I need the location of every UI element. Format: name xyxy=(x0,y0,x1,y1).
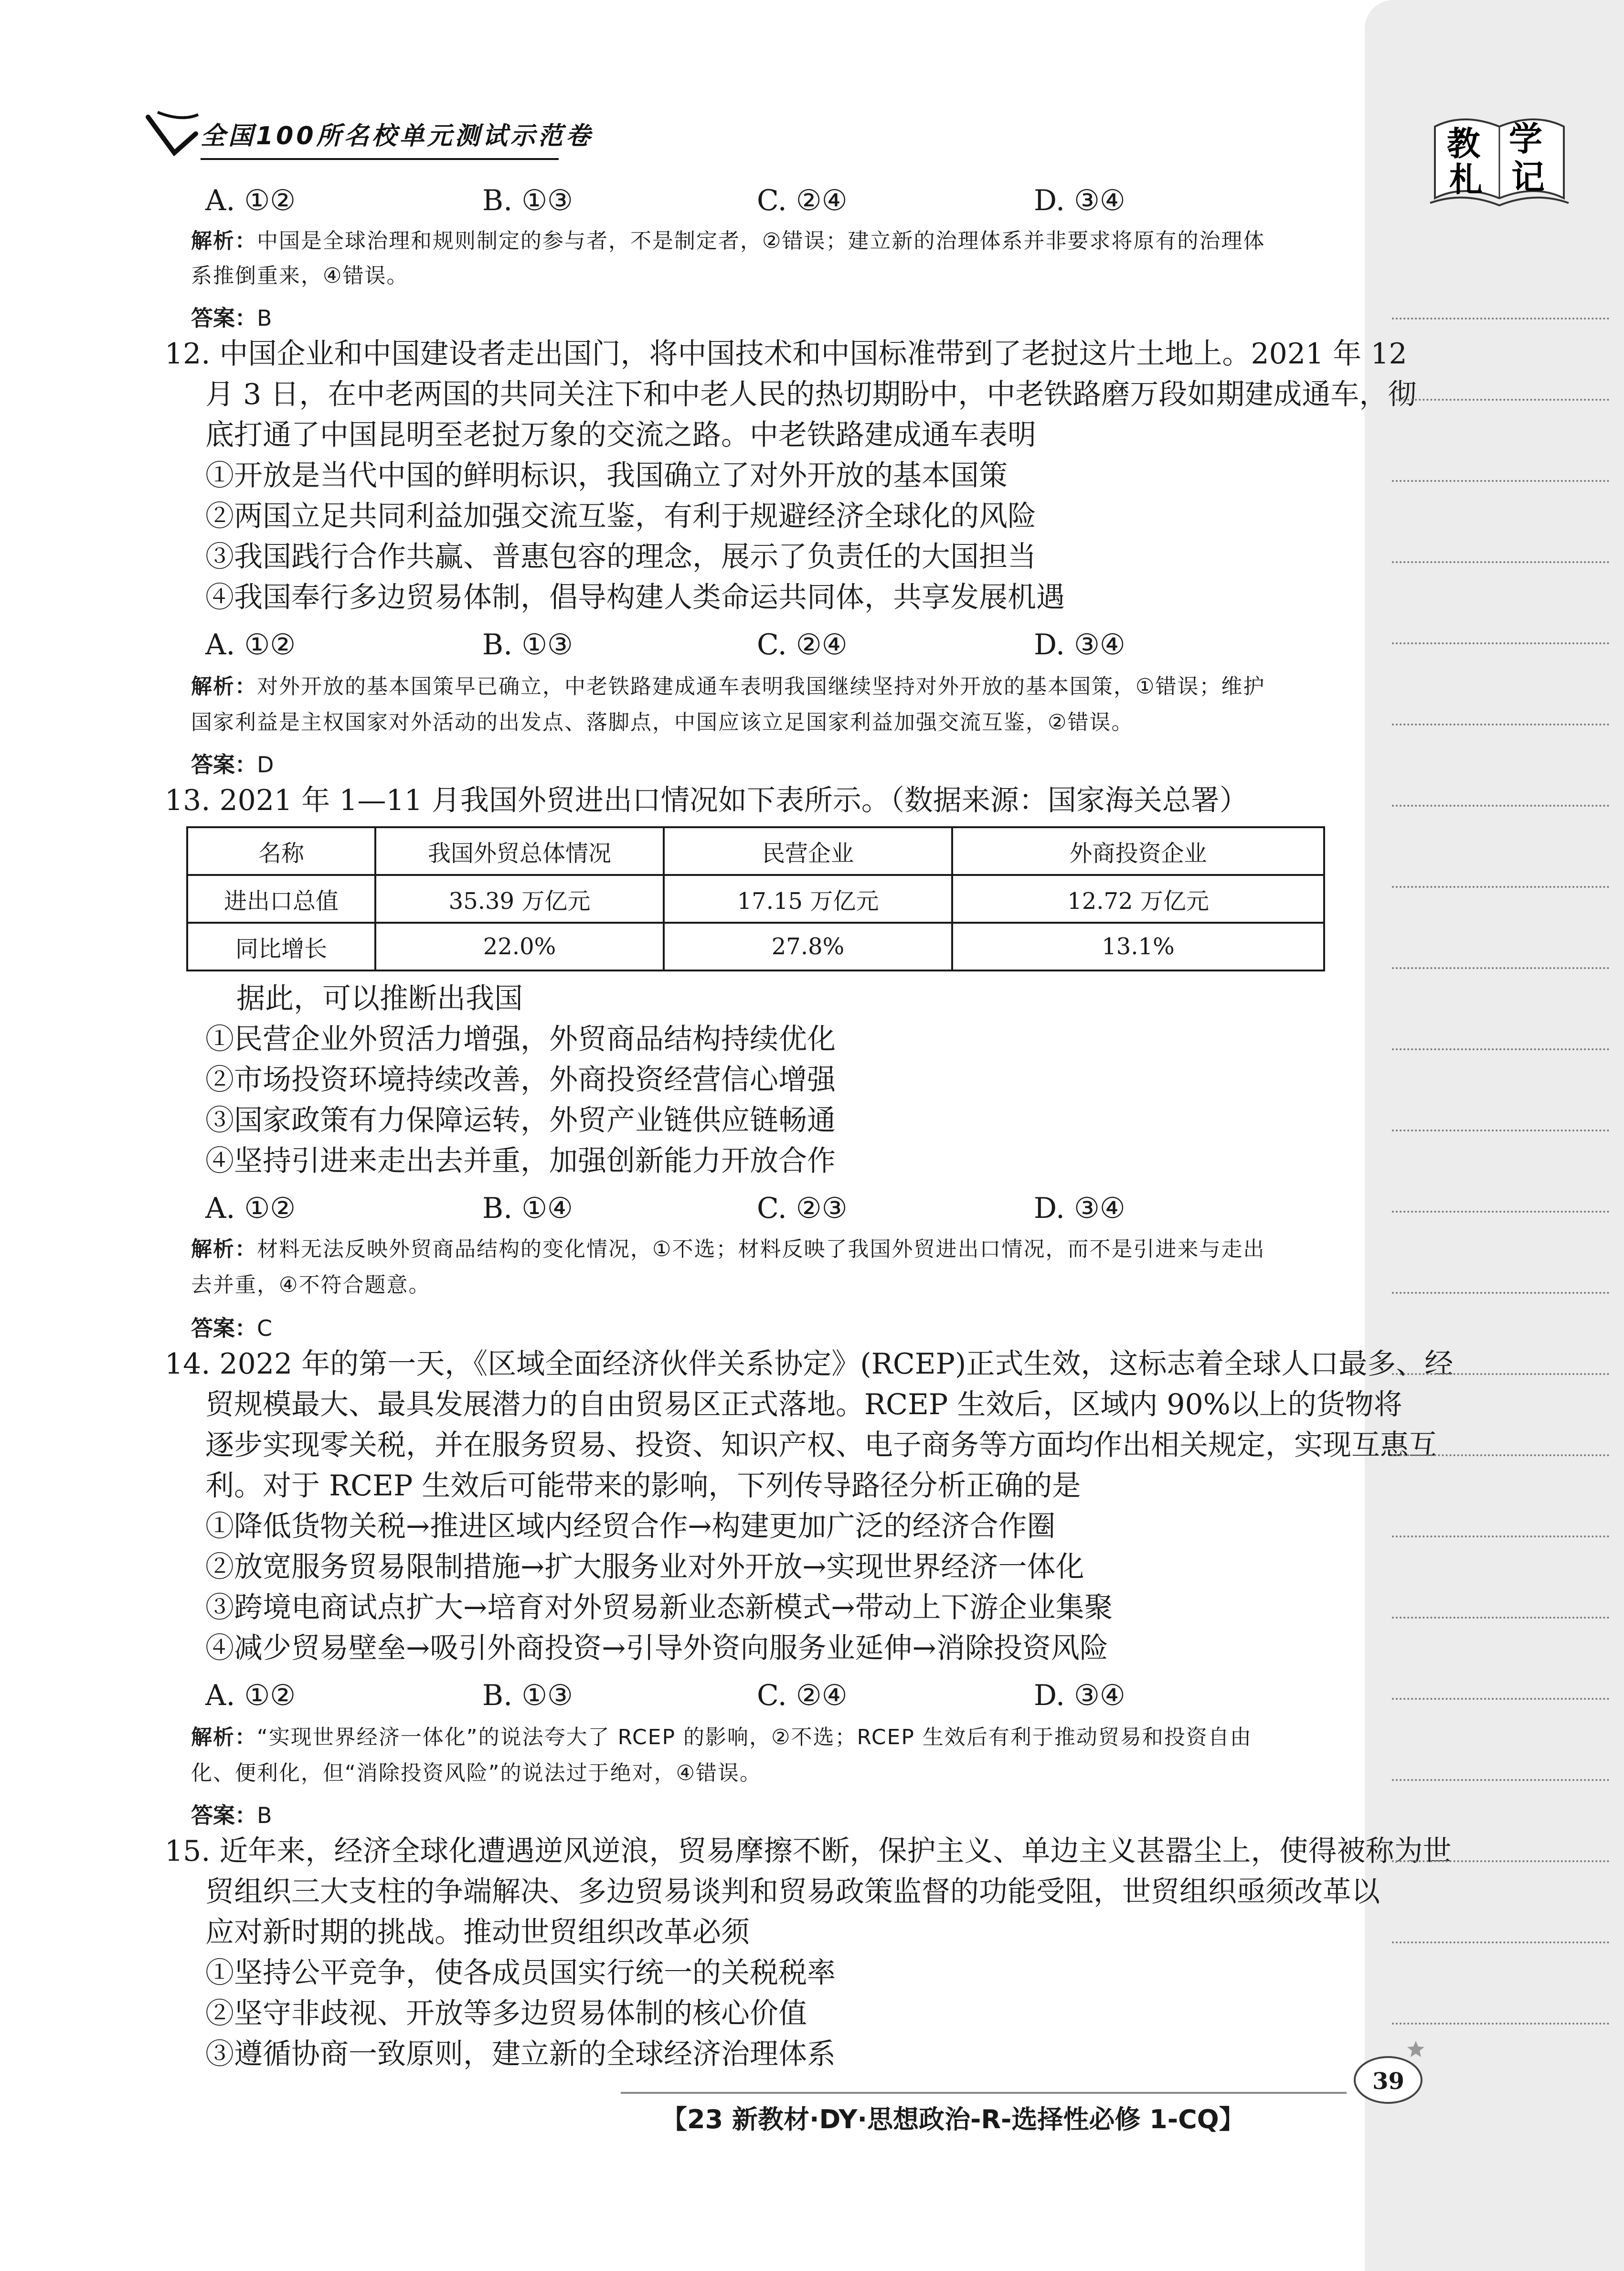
q13-statement-3: ③国家政策有力保障运转，外贸产业链供应链畅通 xyxy=(205,1104,836,1137)
q11-answer-label: 答案： xyxy=(191,305,257,331)
q12-option-a[interactable]: A. ①② xyxy=(205,628,296,661)
q12-answer xyxy=(191,747,274,779)
q13-answer-label: 答案： xyxy=(191,1315,257,1341)
q14-stem-line-1: 14. 2022 年的第一天，《区域全面经济伙伴关系协定》(RCEP)正式生效，这标志着全球人口最多、经 xyxy=(165,1347,1454,1381)
q13-answer-value: C xyxy=(257,1315,273,1341)
q11-option-b[interactable]: B. ①③ xyxy=(482,184,573,217)
q12-statement-1: ①开放是当代中国的鲜明标识，我国确立了对外开放的基本国策 xyxy=(205,459,1008,492)
table-header-cell: 名称 xyxy=(187,827,375,875)
trade-data-table xyxy=(186,826,1325,971)
q12-statement-4: ④我国奉行多边贸易体制，倡导构建人类命运共同体，共享发展机遇 xyxy=(205,581,1065,614)
q14-answer-value: B xyxy=(257,1802,272,1828)
q12-statement-3: ③我国践行合作共赢、普惠包容的理念，展示了负责任的大国担当 xyxy=(205,540,1036,574)
q13-statement-4: ④坚持引进来走出去并重，加强创新能力开放合作 xyxy=(205,1144,836,1178)
badge-char-4: 记 xyxy=(1511,157,1545,197)
badge-char-1: 教 xyxy=(1447,124,1480,163)
note-line xyxy=(1392,318,1609,320)
note-line xyxy=(1392,480,1609,482)
table-cell: 22.0% xyxy=(375,923,664,970)
q14-explanation-text-1: “实现世界经济一体化”的说法夸大了 RCEP 的影响，②不选；RCEP 生效后有利于推动贸易和投资自由 xyxy=(257,1725,1252,1749)
q14-statement-2: ②放宽服务贸易限制措施→扩大服务业对外开放→实现世界经济一体化 xyxy=(205,1550,1084,1584)
q11-answer-value: B xyxy=(257,305,272,331)
q14-explanation-label: 解析： xyxy=(191,1725,257,1749)
q13-statement-1: ①民营企业外贸活力增强，外贸商品结构持续优化 xyxy=(205,1023,836,1056)
table-cell: 17.15 万亿元 xyxy=(664,875,952,923)
q13-option-d[interactable]: D. ③④ xyxy=(1034,1192,1125,1225)
q11-answer xyxy=(191,301,272,332)
note-line xyxy=(1392,1048,1609,1050)
q11-option-c[interactable]: C. ②④ xyxy=(757,184,848,217)
q13-lead: 据此，可以推断出我国 xyxy=(236,982,523,1015)
q11-explanation-text-1: 中国是全球治理和规则制定的参与者，不是制定者，②错误；建立新的治理体系并非要求将原有的治理体 xyxy=(257,229,1265,253)
note-line xyxy=(1392,967,1609,969)
q11-explanation-line-1 xyxy=(191,225,1265,257)
footer-divider xyxy=(621,2092,1347,2094)
q14-explanation-line-1 xyxy=(191,1722,1252,1753)
note-line xyxy=(1392,642,1609,644)
q11-explanation-line-2: 系推倒重来，④错误。 xyxy=(191,264,409,288)
note-line xyxy=(1392,1211,1609,1213)
q13-option-a[interactable]: A. ①② xyxy=(205,1192,296,1225)
q15-statement-1: ①坚持公平竞争，使各成员国实行统一的关税税率 xyxy=(205,1956,836,1990)
q13-answer xyxy=(191,1311,272,1343)
q14-answer-label: 答案： xyxy=(191,1802,257,1828)
note-line xyxy=(1392,1941,1609,1943)
q15-stem-line-3: 应对新时期的挑战。推动世贸组织改革必须 xyxy=(205,1916,750,1949)
note-line xyxy=(1392,805,1609,807)
note-line xyxy=(1392,1617,1609,1619)
note-line xyxy=(1392,1373,1609,1375)
table-header-cell: 我国外贸总体情况 xyxy=(375,827,664,875)
q11-option-d[interactable]: D. ③④ xyxy=(1034,184,1125,217)
q14-statement-1: ①降低货物关税→推进区域内经贸合作→构建更加广泛的经济合作圈 xyxy=(205,1510,1056,1543)
q12-option-b[interactable]: B. ①③ xyxy=(482,628,573,661)
note-line xyxy=(1392,399,1609,401)
q14-statement-3: ③跨境电商试点扩大→培育对外贸易新业态新模式→带动上下游企业集聚 xyxy=(205,1591,1113,1624)
q12-stem-line-1: 12. 中国企业和中国建设者走出国门，将中国技术和中国标准带到了老挝这片土地上。2021 年 12 xyxy=(165,337,1407,371)
note-line xyxy=(1392,1860,1609,1862)
q11-option-a[interactable]: A. ①② xyxy=(205,184,296,217)
q13-explanation-line-2: 去并重，④不符合题意。 xyxy=(191,1273,431,1297)
table-cell: 12.72 万亿元 xyxy=(952,875,1324,923)
table-row xyxy=(187,875,1324,923)
q14-option-a[interactable]: A. ①② xyxy=(205,1679,296,1712)
table-header-cell: 民营企业 xyxy=(664,827,952,875)
q11-explanation-label: 解析： xyxy=(191,229,257,253)
footer-code: 【23 新教材·DY·思想政治-R-选择性必修 1-CQ】 xyxy=(661,2104,1245,2134)
q12-stem-line-2: 月 3 日，在中老两国的共同关注下和中老人民的热切期盼中，中老铁路磨万段如期建成通车，彻 xyxy=(205,378,1417,411)
note-line xyxy=(1392,1779,1609,1781)
q14-option-d[interactable]: D. ③④ xyxy=(1034,1679,1125,1712)
q14-answer xyxy=(191,1798,272,1830)
table-cell: 13.1% xyxy=(952,923,1324,970)
table-cell: 进出口总值 xyxy=(187,875,375,923)
q12-answer-value: D xyxy=(257,752,274,778)
header-title: 全国100所名校单元测试示范卷 xyxy=(201,122,594,150)
q14-stem-line-4: 利。对于 RCEP 生效后可能带来的影响，下列传导路径分析正确的是 xyxy=(205,1469,1081,1503)
q14-explanation-line-2: 化、便利化，但“消除投资风险”的说法过于绝对，④错误。 xyxy=(191,1761,762,1785)
q12-option-c[interactable]: C. ②④ xyxy=(757,628,848,661)
table-row xyxy=(187,923,1324,970)
q12-stem-line-3: 底打通了中国昆明至老挝万象的交流之路。中老铁路建成通车表明 xyxy=(205,418,1036,452)
q13-stem: 13. 2021 年 1—11 月我国外贸进出口情况如下表所示。（数据来源：国家海关总署） xyxy=(165,784,1248,817)
table-header-row xyxy=(187,827,1324,875)
q14-option-c[interactable]: C. ②④ xyxy=(757,1679,848,1712)
q12-answer-label: 答案： xyxy=(191,752,257,778)
q12-statement-2: ②两国立足共同利益加强交流互鉴，有利于规避经济全球化的风险 xyxy=(205,500,1036,533)
q15-statement-3: ③遵循协商一致原则，建立新的全球经济治理体系 xyxy=(205,2037,836,2071)
q12-explanation-line-1 xyxy=(191,671,1265,703)
note-line xyxy=(1392,724,1609,725)
q12-option-d[interactable]: D. ③④ xyxy=(1034,628,1125,661)
q14-statement-4: ④减少贸易壁垒→吸引外商投资→引导外资向服务业延伸→消除投资风险 xyxy=(205,1631,1108,1665)
note-line xyxy=(1392,2023,1609,2025)
table-cell: 同比增长 xyxy=(187,923,375,970)
note-line xyxy=(1392,561,1609,563)
note-line xyxy=(1392,1130,1609,1131)
note-line xyxy=(1392,1454,1609,1456)
page-number: 39 xyxy=(1372,2068,1404,2095)
badge-char-2: 学 xyxy=(1509,119,1542,159)
note-line xyxy=(1392,1535,1609,1537)
q15-statement-2: ②坚守非歧视、开放等多边贸易体制的核心价值 xyxy=(205,1997,807,2030)
table-cell: 35.39 万亿元 xyxy=(375,875,664,923)
q13-explanation-text-1: 材料无法反映外贸商品结构的变化情况，①不选；材料反映了我国外贸进出口情况，而不是引进来与走出 xyxy=(257,1237,1265,1261)
note-line xyxy=(1392,1292,1609,1294)
badge-char-3: 札 xyxy=(1449,160,1483,199)
q14-option-b[interactable]: B. ①③ xyxy=(482,1679,573,1712)
q15-stem-line-2: 贸组织三大支柱的争端解决、多边贸易谈判和贸易政策监督的功能受阻，世贸组织亟须改革以 xyxy=(205,1875,1380,1908)
q12-explanation-line-2: 国家利益是主权国家对外活动的出发点、落脚点，中国应该立足国家利益加强交流互鉴，②错误。 xyxy=(191,710,1134,735)
q14-stem-line-3: 逐步实现零关税，并在服务贸易、投资、知识产权、电子商务等方面均作出相关规定，实现互惠互 xyxy=(205,1429,1437,1462)
q13-explanation-label: 解析： xyxy=(191,1237,257,1261)
q12-explanation-label: 解析： xyxy=(191,674,257,699)
note-line xyxy=(1392,1698,1609,1700)
note-line xyxy=(1392,886,1609,888)
table-cell: 27.8% xyxy=(664,923,952,970)
q13-statement-2: ②市场投资环境持续改善，外商投资经营信心增强 xyxy=(205,1063,836,1097)
q13-option-b[interactable]: B. ①④ xyxy=(482,1192,573,1225)
q12-explanation-text-1: 对外开放的基本国策早已确立，中老铁路建成通车表明我国继续坚持对外开放的基本国策，①错误；维护 xyxy=(257,674,1265,699)
q13-explanation-line-1 xyxy=(191,1234,1265,1265)
notes-badge xyxy=(1425,107,1573,215)
q14-stem-line-2: 贸规模最大、最具发展潜力的自由贸易区正式落地。RCEP 生效后，区域内 90%以上的货物将 xyxy=(205,1388,1402,1421)
q15-stem-line-1: 15. 近年来，经济全球化遭遇逆风逆浪，贸易摩擦不断，保护主义、单边主义甚嚣尘上，使得被称为世 xyxy=(165,1834,1452,1868)
table-header-cell: 外商投资企业 xyxy=(952,827,1324,875)
q13-option-c[interactable]: C. ②③ xyxy=(757,1192,848,1225)
